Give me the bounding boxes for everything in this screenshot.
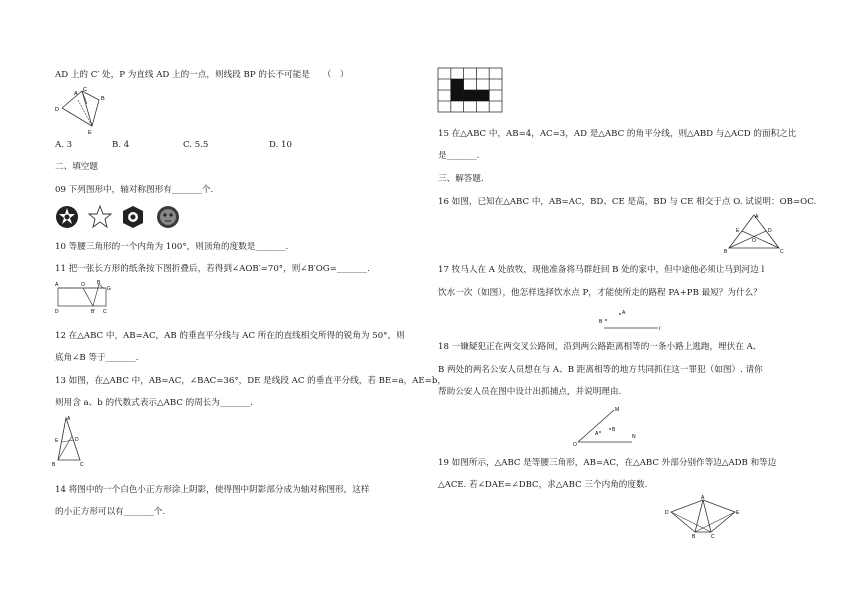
q13-triangle-figure — [50, 414, 90, 468]
question-14-line1: 14 将图中的一个白色小正方形涂上阴影，使得图中阴影部分成为轴对称图形，这样 — [55, 485, 370, 495]
q16-label-a: A — [755, 214, 759, 220]
q19-label-a: A — [701, 495, 705, 501]
fold-label-c: C — [83, 87, 87, 93]
q18-label-b: B — [612, 427, 616, 433]
q13-label-c: C — [80, 462, 84, 468]
q17-label-a: A — [622, 310, 626, 316]
q19-label-c: C — [711, 534, 715, 540]
question-19-line1: 19 如图所示，△ABC 是等腰三角形，AB=AC，在△ABC 外部分别作等边△ADB 和等边 — [438, 458, 777, 468]
q17-river-figure — [598, 306, 664, 332]
q11-label-a: A — [55, 282, 59, 288]
q18-label-a: A — [595, 431, 599, 437]
q11-label-d: D — [55, 309, 59, 315]
q18-angle-figure — [570, 404, 640, 448]
fold-figure — [52, 86, 112, 136]
symbol-star-icon — [89, 206, 111, 227]
q13-label-d: D — [75, 437, 79, 443]
section-fill-blank-heading: 二、填空题 — [55, 162, 98, 172]
question-12-line1: 12 在△ABC 中，AB=AC，AB 的垂直平分线与 AC 所在的直线相交所得的锐角为 50°，则 — [55, 331, 405, 341]
question-15-line1: 15 在△ABC 中，AB=4，AC=3，AD 是△ABC 的角平分线，则△ABD 与△ACD 的面积之比 — [438, 129, 797, 139]
q11-label-b: B — [97, 280, 101, 286]
question-12-line2: 底角∠B 等于_______. — [55, 353, 139, 363]
fold-label-e: E — [88, 130, 92, 136]
q11-label-o: O — [81, 282, 85, 288]
section-answer-heading: 三、解答题. — [438, 174, 484, 184]
option-a: A. 3 — [55, 140, 73, 150]
question-16: 16 如图，已知在△ABC 中，AB=AC，BD、CE 是高，BD 与 CE 相交于点 O. 试说明：OB=OC. — [438, 197, 817, 207]
question-tail-text: AD 上的 C′ 处，P 为直线 AD 上的一点，则线段 BP 的长不可能是 （ ） — [55, 70, 349, 80]
q19-triangle-figure — [663, 494, 743, 540]
q09-symbol-figures — [55, 205, 195, 231]
q18-label-o: O — [573, 442, 577, 448]
q19-label-b: B — [692, 534, 696, 540]
q11-label-g: G — [107, 286, 111, 292]
option-d: D. 10 — [269, 140, 292, 150]
question-19-line2: △ACE. 若∠DAE=∠DBC，求△ABC 三个内角的度数. — [438, 480, 648, 490]
q16-triangle-figure — [724, 212, 784, 254]
question-17-line2: 饮水一次（如图），他怎样选择饮水点 P，才能使所走的路程 PA+PB 最短？为什么？ — [438, 288, 762, 298]
q13-label-e: E — [55, 438, 59, 444]
question-18-line3: 帮助公安人员在图中设计出抓捕点，并说明理由. — [438, 387, 622, 397]
q16-label-c: C — [780, 249, 784, 254]
symbol-hexagon-icon — [123, 206, 143, 228]
q19-label-e: E — [736, 510, 740, 516]
question-10: 10 等腰三角形的一个内角为 100°，则顶角的度数是_______. — [55, 242, 289, 252]
q17-label-b: B — [599, 319, 603, 325]
option-b: B. 4 — [112, 140, 130, 150]
q13-label-b: B — [52, 462, 56, 468]
fold-label-b: B — [101, 96, 105, 102]
q14-grid-figure — [437, 67, 503, 115]
option-c: C. 5.5 — [183, 140, 209, 150]
question-18-line1: 18 一嫌疑犯正在两交叉公路间，沿到两公路距离相等的一条小路上逃跑，埋伏在 A、 — [438, 342, 762, 352]
q18-label-n: N — [632, 434, 636, 440]
q16-label-e: E — [736, 228, 740, 234]
symbol-face-icon — [157, 206, 179, 228]
fold-label-d: D — [55, 107, 59, 113]
q17-label-l: l — [659, 326, 661, 332]
q16-label-d: D — [768, 228, 772, 234]
question-14-line2: 的小正方形可以有_______个. — [55, 507, 166, 517]
fold-label-a: A — [74, 91, 78, 97]
question-13-line1: 13 如图，在△ABC 中，AB=AC，∠BAC=36°，DE 是线段 AC 的垂直平分线，若 BE=a，AE=b， — [55, 376, 446, 386]
question-17-line1: 17 牧马人在 A 处放牧，现他准备将马群赶回 B 处的家中，但中途他必须让马到河边 l — [438, 265, 765, 275]
q11-folded-strip-figure — [53, 280, 113, 316]
question-09: 09 下列图形中，轴对称图形有_______个. — [55, 185, 214, 195]
q16-label-o: O — [752, 238, 756, 244]
q11-label-b-prime: B′ — [91, 309, 96, 315]
question-11: 11 把一张长方形的纸条按下图折叠后，若得到∠AOB′=70°，则∠B′OG=_______. — [55, 264, 370, 274]
question-18-line2: B 两处的两名公安人员想在与 A、B 距离相等的地方共同抓住这一罪犯（如图）. 请你 — [438, 365, 763, 375]
q16-label-b: B — [724, 249, 728, 254]
symbol-flower-icon — [56, 206, 78, 228]
q13-label-a: A — [67, 416, 71, 422]
question-13-line2: 则用含 a、b 的代数式表示△ABC 的周长为_______. — [55, 398, 253, 408]
q11-label-c: C — [103, 309, 107, 315]
q19-label-d: D — [665, 510, 669, 516]
q18-label-m: M — [615, 407, 620, 413]
question-15-line2: 是_______. — [438, 151, 480, 161]
